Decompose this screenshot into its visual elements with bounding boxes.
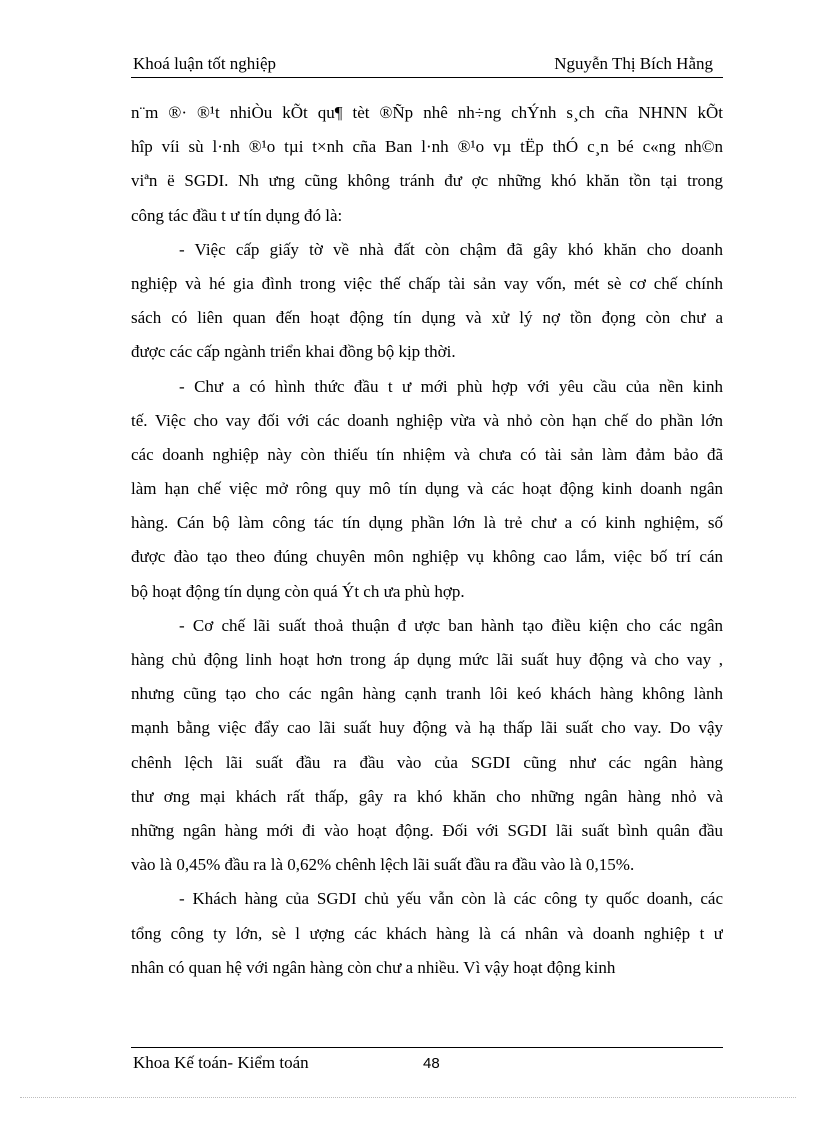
text-line: nhưng cũng tạo cho các ngân hàng cạnh tranh lôi keó khách hàng không lành (131, 684, 723, 704)
text-line: tế. Việc cho vay đối với các doanh nghiệp vừa và nhỏ còn hạn chế do phần lớn (131, 410, 723, 430)
text-line: các doanh nghiệp này còn thiếu tín nhiệm và chưa có tài sản làm đảm bảo đã (131, 444, 723, 464)
text-line: hàng. Cán bộ làm công tác tín dụng phần lớn là trẻ chư a có kinh nghiệm, số (131, 513, 723, 533)
header-author-name: Nguyễn Thị Bích Hằng (554, 54, 713, 73)
text-line: - Cơ chế lãi suất thoả thuận đ ược ban hành tạo điều kiện cho các ngân (179, 615, 723, 635)
text-line: n¨m ®· ®¹t nhiÒu kÕt qu¶ tèt ®Ñp nhê nh÷ng chÝnh s¸ch cña NHNN kÕt (131, 103, 723, 122)
footer-department: Khoa Kế toán- Kiểm toán (133, 1053, 309, 1072)
page-number: 48 (423, 1055, 440, 1072)
body-text (131, 96, 723, 985)
text-line: nhân có quan hệ với ngân hàng còn chư a nhiều. Vì vậy hoạt động kinh (131, 957, 616, 977)
text-line: chênh lệch lãi suất đầu ra đầu vào của SGDI cũng như các ngân hàng (131, 752, 723, 772)
text-line: làm hạn chế việc mở rông quy mô tín dụng và các hoạt động kinh doanh ngân (131, 479, 723, 499)
text-line: hîp víi sù l·nh ®¹o tµi t×nh cña Ban l·nh ®¹o vµ tËp thÓ c¸n bé c«ng nh©n (131, 137, 723, 157)
header-thesis-title: Khoá luận tốt nghiệp (133, 54, 277, 73)
header-divider (131, 77, 723, 78)
page-edge-dotted-line (20, 1097, 796, 1098)
page-header (131, 52, 723, 76)
text-line: thư ơng mại khách rất thấp, gây ra khó khăn cho những ngân hàng nhỏ và (131, 786, 723, 806)
text-line: nghiệp và hé gia đình trong việc thế chấp tài sản vay vốn, mét sè cơ chế chính (131, 273, 723, 293)
text-line: mạnh bằng việc đẩy cao lãi suất huy động và hạ thấp lãi suất cho vay. Do vậy (131, 718, 723, 738)
text-line: được các cấp ngành triển khai đồng bộ kịp thời. (131, 342, 456, 362)
text-line: - Việc cấp giấy tờ về nhà đất còn chậm đã gây khó khăn cho doanh (179, 239, 723, 259)
text-line: tổng công ty lớn, sè l ượng các khách hàng là cá nhân và doanh nghiệp t ư (131, 923, 723, 943)
text-line: bộ hoạt động tín dụng còn quá Ýt ch ưa phù hợp. (131, 581, 465, 601)
text-line: được đào tạo theo đúng chuyên môn nghiệp vụ không cao lắm, việc bố trí cán (131, 547, 723, 567)
text-line: - Chư a có hình thức đầu t ư mới phù hợp với yêu cầu của nền kinh (179, 376, 723, 396)
text-line: những ngân hàng mới đi vào hoạt động. Đối với SGDI lãi suất bình quân đầu (131, 820, 723, 840)
text-line: vào là 0,45% đầu ra là 0,62% chênh lệch lãi suất đầu ra đầu vào là 0,15%. (131, 855, 635, 875)
text-line: viªn ë SGDI. Nh ưng cũng không tránh đư ợc những khó khăn tồn tại trong (131, 171, 723, 191)
text-line: - Khách hàng của SGDI chủ yếu vẫn còn là các công ty quốc doanh, các (179, 889, 723, 909)
text-line: công tác đầu t ư tín dụng đó là: (131, 205, 343, 225)
text-line: hàng chủ động linh hoạt hơn trong áp dụng mức lãi suất huy động và cho vay , (131, 650, 723, 669)
text-line: sách có liên quan đến hoạt động tín dụng và xử lý nợ tồn đọng còn chư a (131, 308, 723, 328)
footer-divider (131, 1047, 723, 1048)
